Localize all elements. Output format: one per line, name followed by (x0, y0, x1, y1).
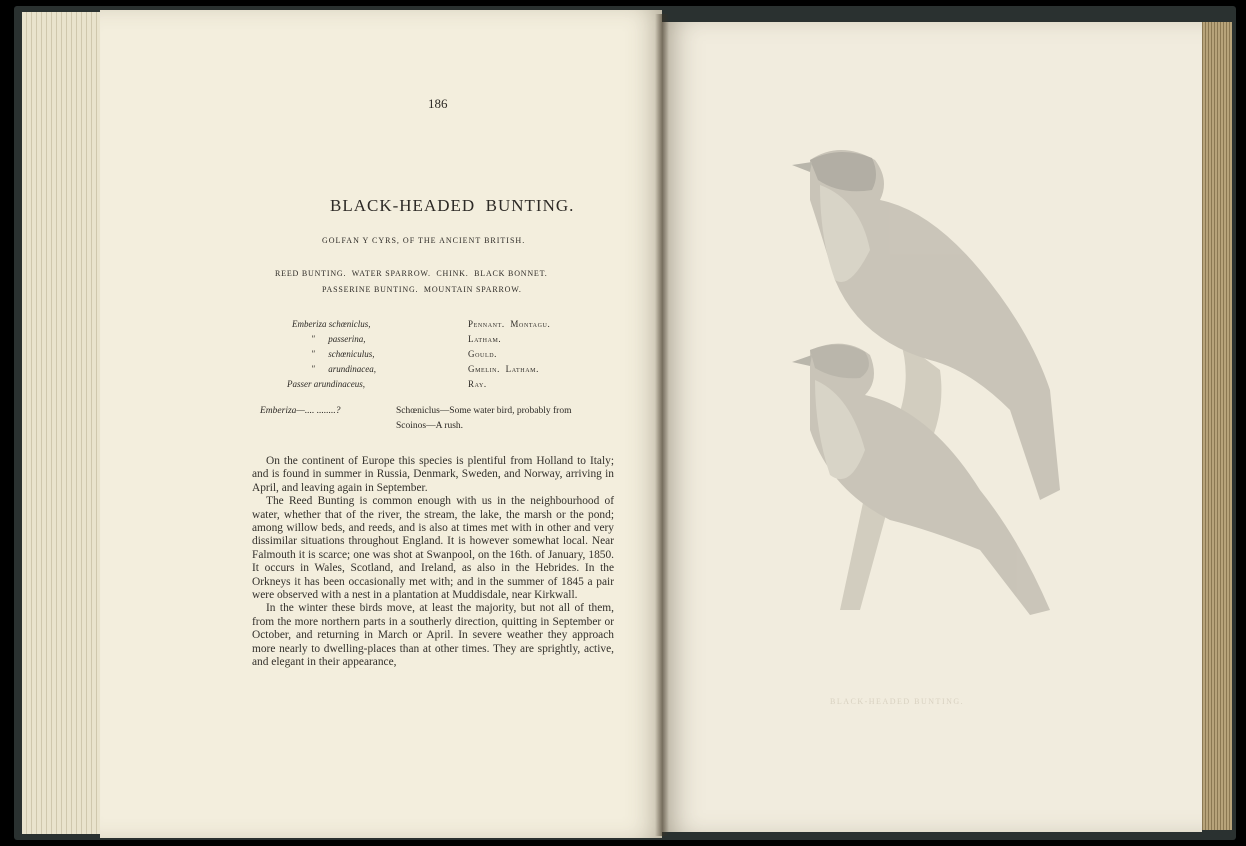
plate-caption: BLACK-HEADED BUNTING. (830, 697, 965, 706)
synonyms-line-1: REED BUNTING. WATER SPARROW. CHINK. BLACK BONNET. (275, 269, 548, 278)
synonyms-line-2: PASSERINE BUNTING. MOUNTAIN SPARROW. (322, 285, 522, 294)
authority: Ray. (468, 379, 487, 389)
paragraph: On the continent of Europe this species is plentiful from Holland to Italy; and is found in summer in Russia, Denmark, Sweden, and Norway, arriving in April, and leaving again in September. (252, 455, 614, 494)
authority: Gould. (468, 349, 498, 359)
book-gutter (655, 14, 669, 836)
authority: Gmelin. Latham. (468, 364, 539, 374)
left-page (100, 10, 662, 838)
page-number: 186 (428, 96, 448, 111)
latin-name: " passerina, (311, 334, 366, 344)
latin-name: " arundinacea, (311, 364, 377, 374)
latin-name: Emberiza schœniclus, (292, 319, 371, 329)
authority: Pennant. Montagu. (468, 319, 551, 329)
body-text (252, 455, 614, 670)
paragraph: In the winter these birds move, at least the majority, but not all of them, from the more northern parts in a southerly direction, quitting in September or October, and returning in March or April. In severe weather they approach more nearly to dwelling-places than at other times. They are sprightly, active, and elegant in their appearance, (252, 602, 614, 669)
latin-name: " schœniculus, (311, 349, 375, 359)
page-title: BLACK-HEADED BUNTING. (330, 196, 575, 215)
etymology-species-1: Schœniclus—Some water bird, probably from (396, 406, 572, 416)
authority: Latham. (468, 334, 502, 344)
etymology-genus: Emberiza—.... ........? (260, 406, 341, 416)
bunting-illustration (780, 140, 1080, 640)
latin-name: Passer arundinaceus, (287, 379, 365, 389)
etymology-species-2: Scoinos—A rush. (396, 421, 464, 431)
welsh-name: GOLFAN Y CYRS, OF THE ANCIENT BRITISH. (322, 236, 526, 245)
paragraph: The Reed Bunting is common enough with us in the neighbourhood of water, whether that of the river, the stream, the lake, the marsh or the pond; among willow beds, and reeds, and is also at times met with in other and very dissimilar situations throughout England. It is however somewhat local. Near Falmouth it is scarce; one was shot at Swanpool, on the 16th. of January, 1850. It occurs in Wales, Scotland, and Ireland, as also in the Hebrides. In the Orkneys it has been occasionally met with; and in the summer of 1845 a pair were observed with a nest in a plantation at Muddisdale, near Kirkwall. (252, 495, 614, 602)
